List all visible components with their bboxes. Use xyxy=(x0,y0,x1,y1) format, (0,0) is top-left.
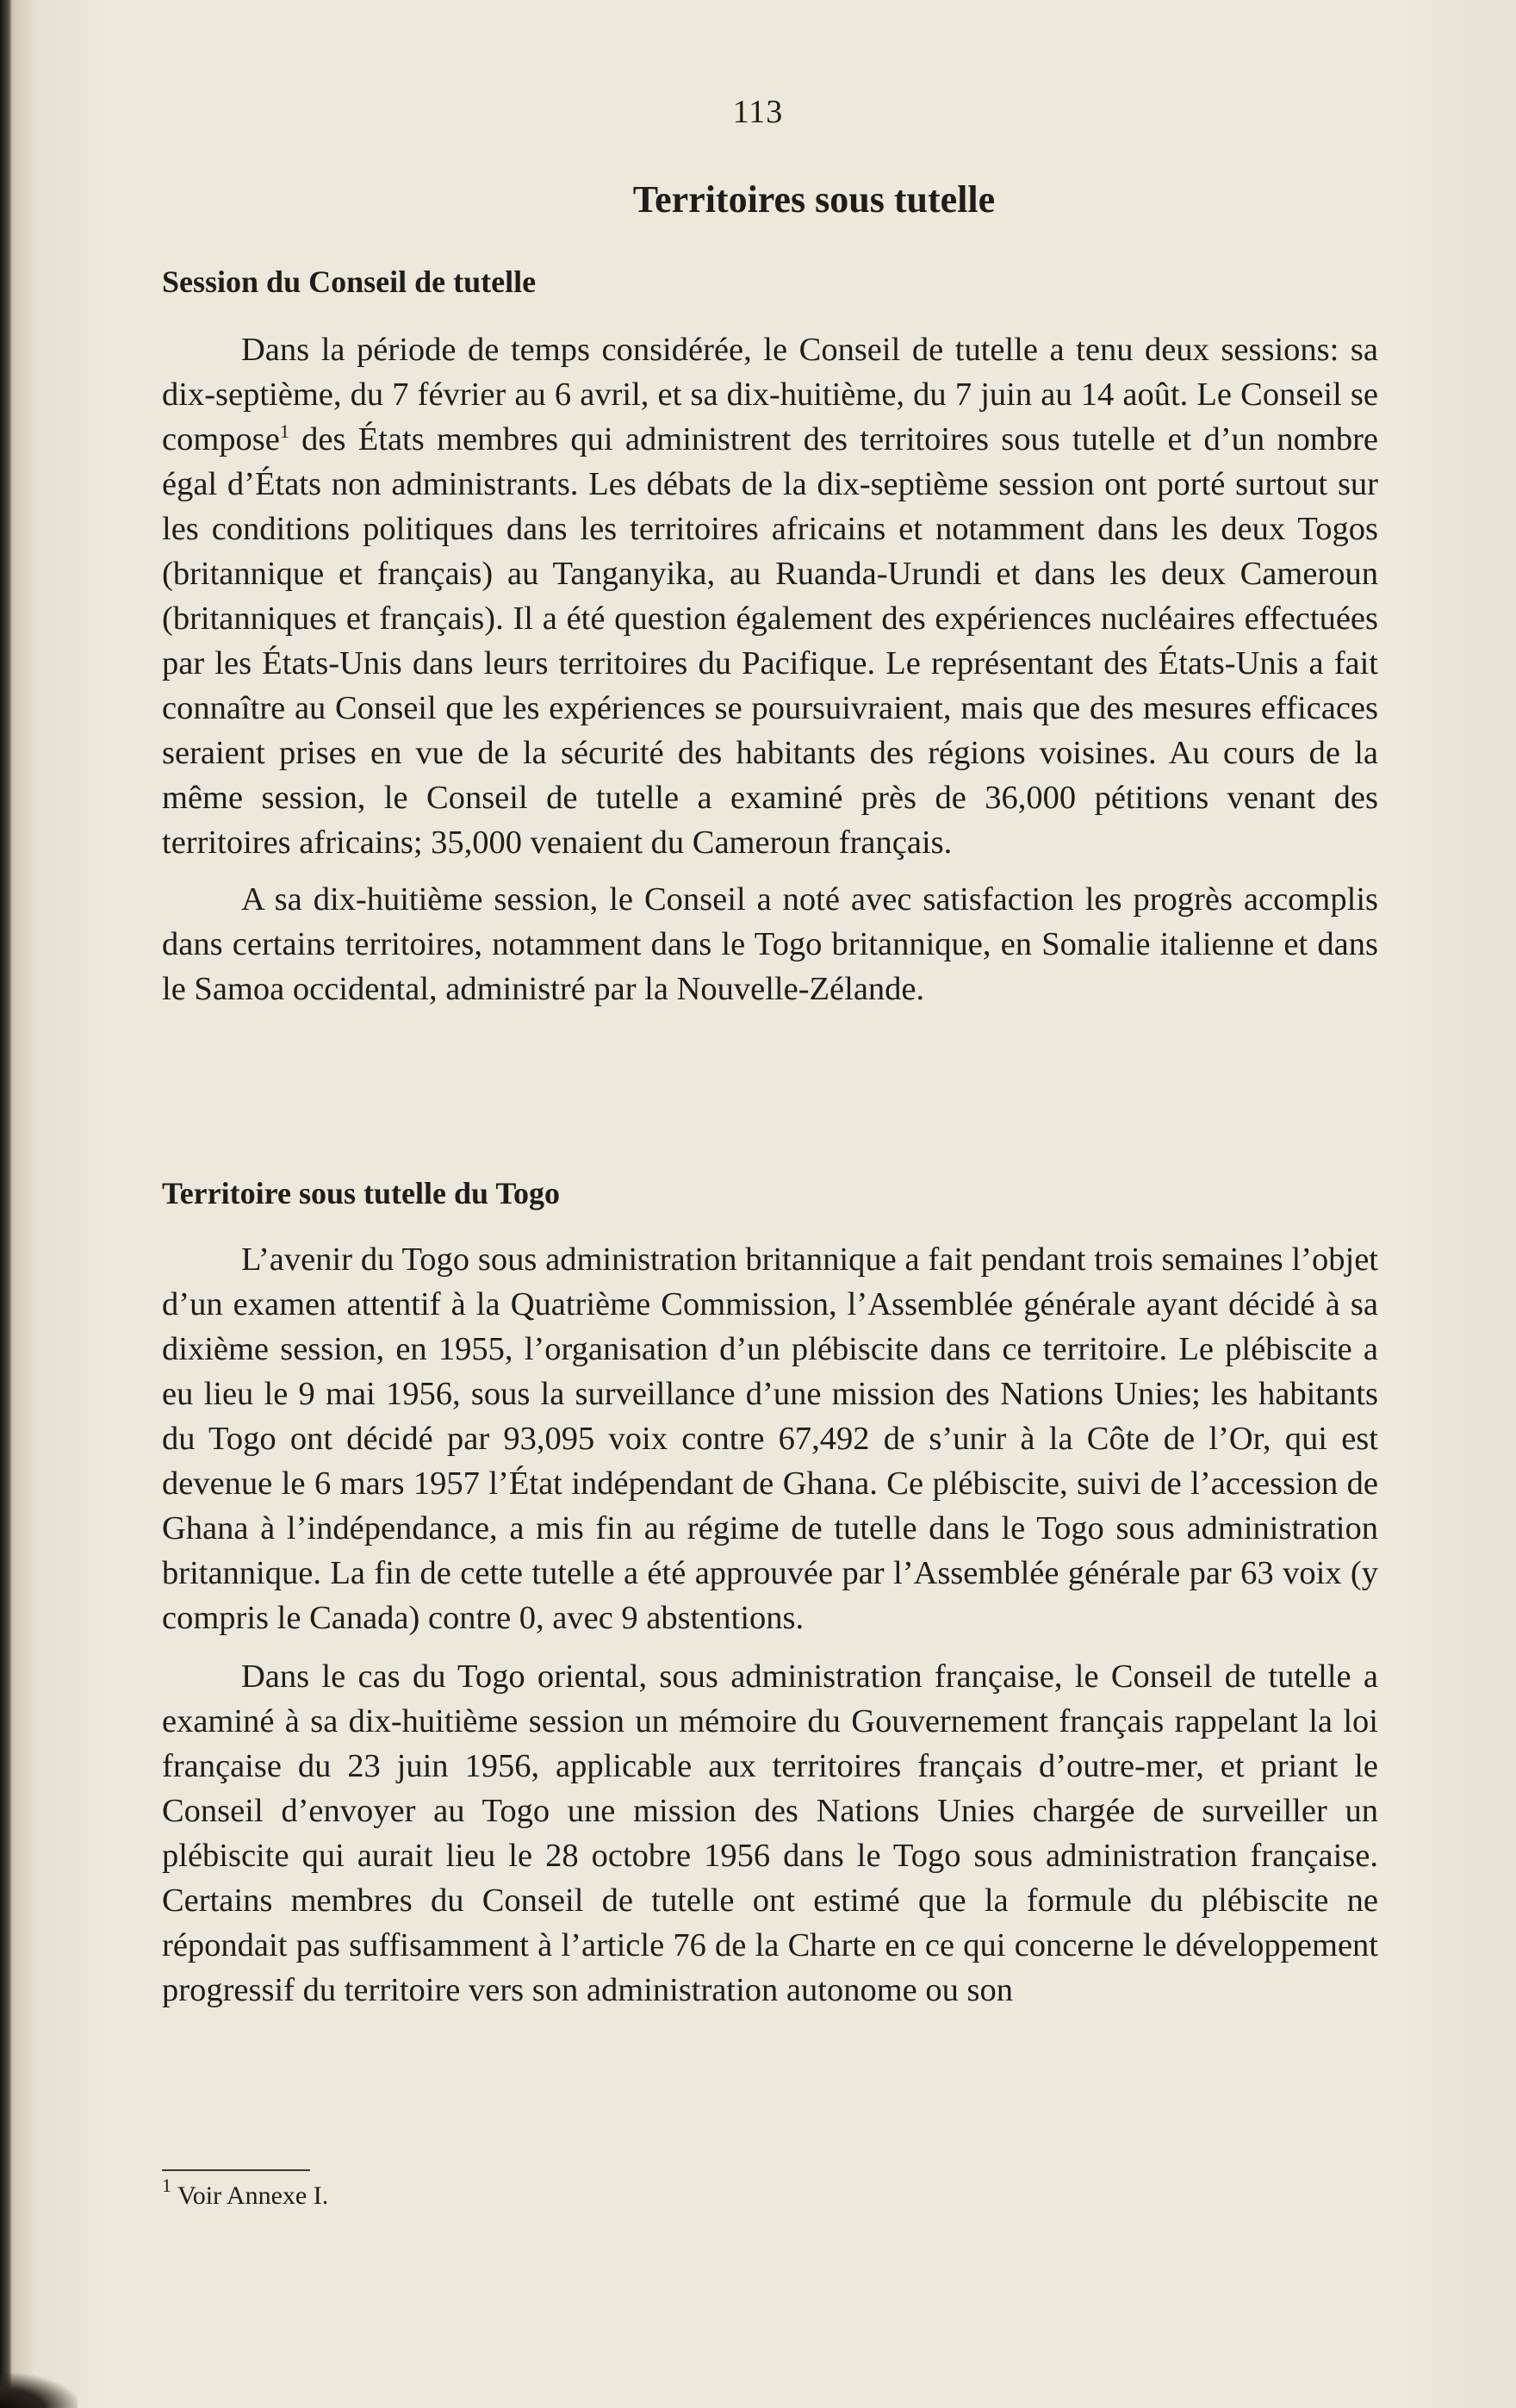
paragraph: A sa dix-huitième session, le Conseil a noté avec satisfaction les progrès accomplis dans certains territoires, notamment dans le Togo britannique, en Somalie italienne et dans le Samoa occidental, administré par la Nouvelle-Zélande. xyxy=(162,881,1378,1007)
footnote xyxy=(162,2175,329,2211)
paragraph: L’avenir du Togo sous administration britannique a fait pendant trois semaines l’objet d’un examen attentif à la Quatrième Commission, l’Assemblée générale ayant décidé à sa dixième session, en 1955, l’organisation d’un plébiscite dans ce territoire. Le plébiscite a eu lieu le 9 mai 1956, sous la surveillance d’une mission des Nations Unies; les habitants du Togo ont décidé par 93,095 voix contre 67,492 de s’unir à la Côte de l’Or, qui est devenue le 6 mars 1957 l’État indépendant de Ghana. Ce plébiscite, suivi de l’accession de Ghana à l’indépendance, a mis fin au régime de tutelle dans le Togo sous administration britannique. La fin de cette tutelle a été approuvée par l’Assemblée générale par 63 voix (y compris le Canada) contre 0, avec 9 abstentions. xyxy=(162,1241,1378,1636)
paragraph: Dans le cas du Togo oriental, sous administration française, le Conseil de tutelle a examiné à sa dix-huitième session un mémoire du Gouvernement français rappelant la loi française du 23 juin 1956, applicable aux territoires français d’outre-mer, et priant le Conseil d’envoyer au Togo une mission des Nations Unies chargée de surveiller un plébiscite qui aurait lieu le 28 octobre 1956 dans le Togo sous administration française. Certains membres du Conseil de tutelle ont estimé que la formule du plébiscite ne répondait pas suffisamment à l’article 76 de la Charte en ce qui concerne le développement progressif du territoire vers son administration autonome ou son xyxy=(162,1658,1378,2008)
section-trusteeship-council xyxy=(162,264,1378,300)
footnote-reference: 1 xyxy=(279,420,289,442)
footnote-divider xyxy=(162,2169,310,2171)
paragraph-text: Dans la période de temps considérée, le Conseil de tutelle a tenu deux sessions: sa dix-septième, du 7 février au 6 avril, et sa dix-huitième, du 7 juin au 14 août. Le Conseil se compose xyxy=(162,332,1378,457)
section-togo-body xyxy=(162,1237,1378,2013)
paragraph-text: des États membres qui administrent des territoires sous tutelle et d’un nombre égal d’États non administrants. Les débats de la dix-septième session ont porté surtout sur les conditions politiques dans les territoires africains et notamment dans les deux Togos (britannique et français) au Tanganyika, au Ruanda-Urundi et dans les deux Cameroun (britanniques et français). Il a été question également des expériences nucléaires effectuées par les États-Unis dans leurs territoires du Pacifique. Le représentant des États-Unis a fait connaître au Conseil que les expériences se poursuivraient, mais que des mesures efficaces seraient prises en vue de la sécurité des habitants des régions voisines. Au cours de la même session, le Conseil de tutelle a examiné près de 36,000 pétitions venant des territoires africains; 35,000 venaient du Cameroun français. xyxy=(162,421,1378,861)
section-heading: Territoire sous tutelle du Togo xyxy=(162,1176,561,1210)
binding-gutter xyxy=(0,0,12,2408)
paragraph xyxy=(162,327,1378,865)
section-trusteeship-council-body xyxy=(162,327,1378,1011)
chapter-title: Territoires sous tutelle xyxy=(632,178,996,221)
section-heading: Session du Conseil de tutelle xyxy=(162,264,537,299)
page-corner-shadow xyxy=(0,2374,78,2408)
footnote-text: Voir Annexe I. xyxy=(171,2181,329,2210)
page-number: 113 xyxy=(732,94,784,130)
footnote-marker: 1 xyxy=(162,2175,171,2196)
section-togo xyxy=(162,1175,1378,1211)
